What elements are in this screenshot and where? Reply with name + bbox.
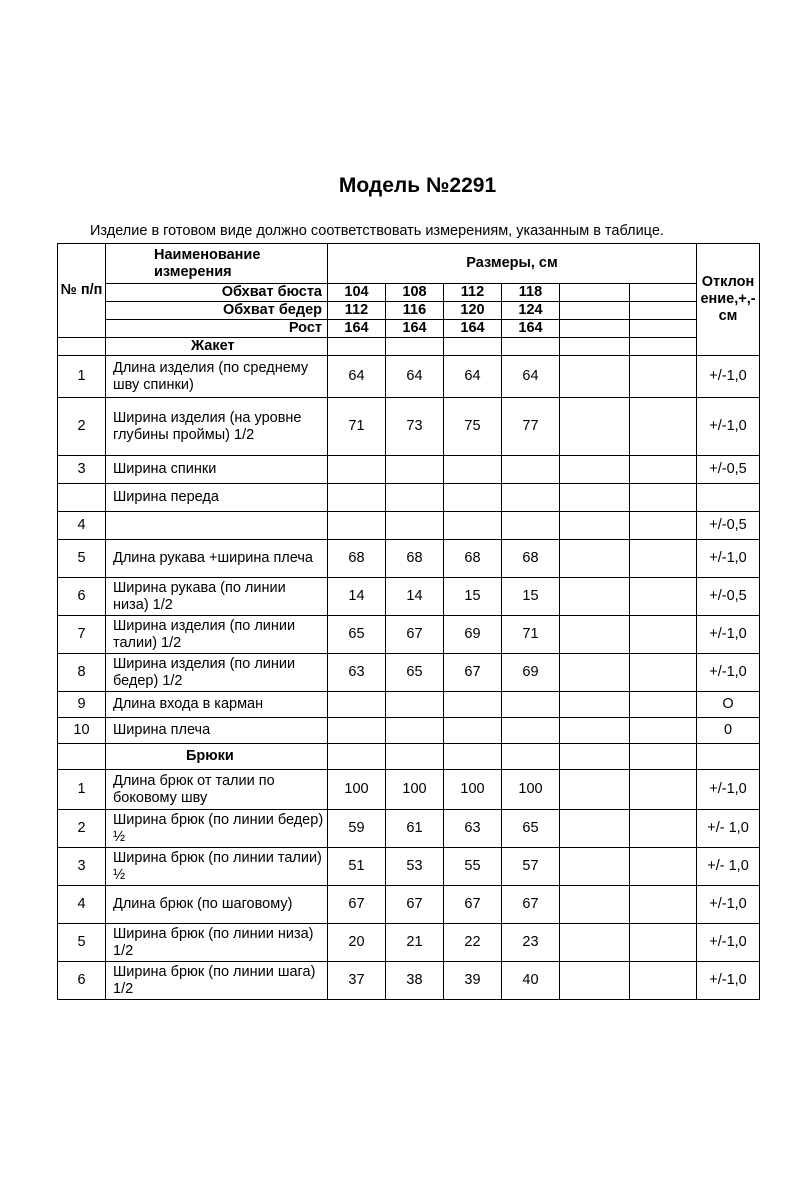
measurement-name: Ширина плеча [106,718,328,744]
measurement-value: 65 [328,616,386,654]
size-cell: 164 [328,320,386,338]
row-number: 9 [58,692,106,718]
size-cell: 120 [444,302,502,320]
tolerance-value: +/-1,0 [697,398,760,456]
empty-cell [630,338,697,356]
table-row [58,616,760,654]
empty-cell [630,810,697,848]
table-row [58,810,760,848]
measurement-name: Ширина переда [106,484,328,512]
header-label: Обхват бедер [106,302,328,320]
empty-cell [560,512,630,540]
measurement-value [386,456,444,484]
measurement-value [502,484,560,512]
table-row [58,654,760,692]
measurement-value: 68 [328,540,386,578]
col-header-np: № п/п [58,244,106,338]
empty-cell [502,744,560,770]
row-number: 2 [58,398,106,456]
measurement-value: 14 [386,578,444,616]
row-number: 6 [58,578,106,616]
measurement-value: 15 [444,578,502,616]
empty-cell [560,540,630,578]
tolerance-value: +/-1,0 [697,924,760,962]
row-number: 4 [58,512,106,540]
empty-cell [560,770,630,810]
measurement-value: 68 [444,540,502,578]
empty-cell [630,616,697,654]
empty-cell [560,338,630,356]
table-row [58,578,760,616]
measurement-name: Ширина изделия (по линии бедер) 1/2 [106,654,328,692]
empty-cell [560,356,630,398]
measurement-value [502,718,560,744]
row-number [58,484,106,512]
empty-cell [386,338,444,356]
empty-cell [630,512,697,540]
measurement-value [444,484,502,512]
tolerance-value: +/-0,5 [697,512,760,540]
empty-cell [560,484,630,512]
measurement-value: 67 [386,886,444,924]
empty-cell [560,654,630,692]
header-label: Обхват бюста [106,284,328,302]
table-row [58,718,760,744]
empty-cell [58,744,106,770]
tolerance-value [697,484,760,512]
instruction-note: Изделие в готовом виде должно соответствовать измерениям, указанным в таблице. [90,223,664,239]
empty-cell [630,578,697,616]
measurement-value: 57 [502,848,560,886]
empty-cell [560,886,630,924]
measurement-value: 69 [502,654,560,692]
empty-cell [630,886,697,924]
empty-cell [630,924,697,962]
measurement-table [57,243,760,1000]
empty-cell [560,962,630,1000]
table-row [58,512,760,540]
measurement-value: 75 [444,398,502,456]
empty-cell [386,744,444,770]
measurement-value: 14 [328,578,386,616]
measurement-value [502,512,560,540]
empty-cell [560,718,630,744]
measurement-name: Ширина брюк (по линии низа) 1/2 [106,924,328,962]
measurement-value: 64 [444,356,502,398]
measurement-value: 100 [502,770,560,810]
size-cell: 112 [444,284,502,302]
table-row [58,540,760,578]
size-cell: 164 [444,320,502,338]
size-cell: 124 [502,302,560,320]
measurement-value [328,692,386,718]
measurement-value: 53 [386,848,444,886]
empty-cell [560,810,630,848]
measurement-value: 55 [444,848,502,886]
tolerance-value: +/-0,5 [697,456,760,484]
empty-cell [630,540,697,578]
measurement-value [502,456,560,484]
table-row [58,692,760,718]
table-row [58,962,760,1000]
measurement-value: 65 [386,654,444,692]
measurement-value: 67 [444,654,502,692]
empty-cell [560,320,630,338]
measurement-value: 65 [502,810,560,848]
measurement-name [106,512,328,540]
measurement-value: 51 [328,848,386,886]
measurement-name: Ширина брюк (по линии шага) 1/2 [106,962,328,1000]
empty-cell [630,848,697,886]
measurement-name: Длина изделия (по среднему шву спинки) [106,356,328,398]
measurement-value: 67 [444,886,502,924]
size-cell: 108 [386,284,444,302]
measurement-value [502,692,560,718]
empty-cell [630,484,697,512]
size-cell: 164 [502,320,560,338]
measurement-value [328,456,386,484]
empty-cell [560,398,630,456]
empty-cell [560,456,630,484]
measurement-name: Ширина изделия (на уровне глубины проймы) 1/2 [106,398,328,456]
row-number: 10 [58,718,106,744]
measurement-value: 20 [328,924,386,962]
measurement-value: 64 [386,356,444,398]
row-number: 2 [58,810,106,848]
empty-cell [328,744,386,770]
measurement-name: Ширина брюк (по линии бедер) ½ [106,810,328,848]
row-number: 5 [58,540,106,578]
measurement-name: Ширина брюк (по линии талии) ½ [106,848,328,886]
row-number: 3 [58,456,106,484]
measurement-value: 67 [386,616,444,654]
table-row [58,484,760,512]
empty-cell [630,718,697,744]
empty-cell [560,744,630,770]
measurement-value: 67 [502,886,560,924]
measurement-value: 68 [386,540,444,578]
measurement-value: 63 [444,810,502,848]
row-number: 4 [58,886,106,924]
measurement-value: 37 [328,962,386,1000]
measurement-value: 63 [328,654,386,692]
empty-cell [630,302,697,320]
measurement-value [444,692,502,718]
measurement-value [386,512,444,540]
measurement-value: 15 [502,578,560,616]
empty-cell [58,338,106,356]
measurement-value: 71 [502,616,560,654]
measurement-value: 38 [386,962,444,1000]
size-cell: 164 [386,320,444,338]
row-number: 7 [58,616,106,654]
measurement-value [328,484,386,512]
empty-cell [630,692,697,718]
empty-cell [697,744,760,770]
measurement-value [444,718,502,744]
col-header-name: Наименование измерения [106,244,328,284]
row-number: 3 [58,848,106,886]
measurement-value: 61 [386,810,444,848]
measurement-value: 100 [386,770,444,810]
measurement-value: 77 [502,398,560,456]
row-number: 1 [58,770,106,810]
row-number: 6 [58,962,106,1000]
measurement-value: 100 [328,770,386,810]
table-row [58,456,760,484]
empty-cell [560,578,630,616]
measurement-value: 39 [444,962,502,1000]
measurement-name: Ширина рукава (по линии низа) 1/2 [106,578,328,616]
tolerance-value: +/-1,0 [697,886,760,924]
measurement-value [444,512,502,540]
table-row [58,886,760,924]
measurement-value: 64 [502,356,560,398]
empty-cell [630,744,697,770]
tolerance-value: +/-1,0 [697,540,760,578]
tolerance-value: О [697,692,760,718]
size-cell: 118 [502,284,560,302]
tolerance-value: +/- 1,0 [697,848,760,886]
measurement-value: 59 [328,810,386,848]
measurement-value: 100 [444,770,502,810]
measurement-name: Ширина спинки [106,456,328,484]
table-row [58,770,760,810]
measurement-value: 21 [386,924,444,962]
measurement-name: Длина рукава +ширина плеча [106,540,328,578]
tolerance-value: +/-1,0 [697,770,760,810]
tolerance-value: +/-1,0 [697,616,760,654]
measurement-value: 73 [386,398,444,456]
table-row [58,398,760,456]
measurement-value: 68 [502,540,560,578]
size-cell: 112 [328,302,386,320]
tolerance-value: 0 [697,718,760,744]
empty-cell [502,338,560,356]
size-cell: 116 [386,302,444,320]
tolerance-value: +/-1,0 [697,356,760,398]
header-label: Рост [106,320,328,338]
empty-cell [560,848,630,886]
measurement-value: 67 [328,886,386,924]
empty-cell [630,284,697,302]
col-header-tolerance: Отклон ение,+,- см [697,244,760,356]
empty-cell [444,338,502,356]
row-number: 1 [58,356,106,398]
empty-cell [560,302,630,320]
tolerance-value: +/-1,0 [697,962,760,1000]
empty-cell [560,692,630,718]
measurement-value: 69 [444,616,502,654]
empty-cell [630,962,697,1000]
tolerance-value: +/-0,5 [697,578,760,616]
table-row [58,924,760,962]
empty-cell [560,616,630,654]
row-number: 8 [58,654,106,692]
measurement-name: Длина брюк (по шаговому) [106,886,328,924]
measurement-value [386,692,444,718]
measurement-value: 22 [444,924,502,962]
measurement-value [444,456,502,484]
measurement-value: 71 [328,398,386,456]
empty-cell [630,770,697,810]
measurement-value: 64 [328,356,386,398]
page-title: Модель №2291 [338,174,497,197]
measurement-name: Ширина изделия (по линии талии) 1/2 [106,616,328,654]
measurement-value [386,718,444,744]
section-title-jacket: Жакет [106,338,328,356]
empty-cell [630,654,697,692]
measurement-value [328,718,386,744]
empty-cell [630,356,697,398]
measurement-value [386,484,444,512]
table-row [58,356,760,398]
measurement-value: 40 [502,962,560,1000]
empty-cell [328,338,386,356]
section-title-trousers: Брюки [106,744,328,770]
measurement-value: 23 [502,924,560,962]
section-row [58,744,760,770]
empty-cell [560,924,630,962]
measurement-name: Длина входа в карман [106,692,328,718]
size-cell: 104 [328,284,386,302]
empty-cell [560,284,630,302]
measurement-name: Длина брюк от талии по боковому шву [106,770,328,810]
col-header-sizes: Размеры, см [328,244,697,284]
measurement-value [328,512,386,540]
empty-cell [630,398,697,456]
empty-cell [630,456,697,484]
empty-cell [444,744,502,770]
tolerance-value: +/- 1,0 [697,810,760,848]
table-row [58,848,760,886]
tolerance-value: +/-1,0 [697,654,760,692]
empty-cell [630,320,697,338]
row-number: 5 [58,924,106,962]
